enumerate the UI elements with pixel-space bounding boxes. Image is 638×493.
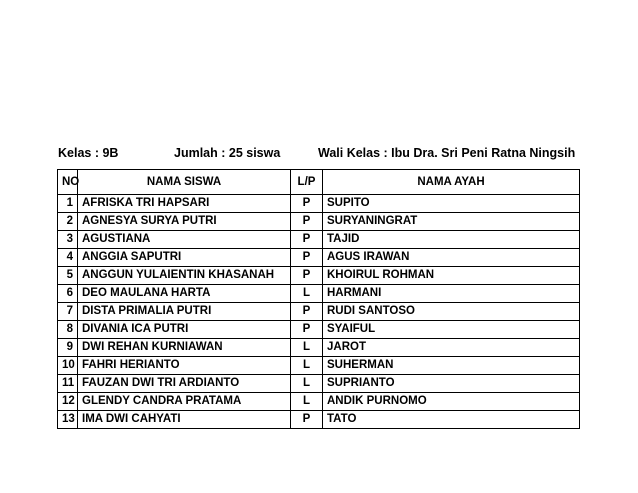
table-row [58,249,580,267]
table-row [58,357,580,375]
student-name-cell: DWI REHAN KURNIAWAN [78,339,291,357]
row-number-cell: 13 [58,411,78,429]
homeroom-teacher-label: Wali Kelas : Ibu Dra. Sri Peni Ratna Ningsih [318,146,576,160]
father-name-cell: ANDIK PURNOMO [323,393,580,411]
column-header-father-name: NAMA AYAH [323,170,580,195]
student-name-cell: FAHRI HERIANTO [78,357,291,375]
column-header-no: NO [58,170,78,195]
row-number-cell: 4 [58,249,78,267]
table-row [58,411,580,429]
row-number-cell: 6 [58,285,78,303]
student-name-cell: ANGGUN YULAIENTIN KHASANAH [78,267,291,285]
row-number-cell: 11 [58,375,78,393]
father-name-cell: SYAIFUL [323,321,580,339]
table-row [58,231,580,249]
row-number-cell: 5 [58,267,78,285]
student-name-cell: DEO MAULANA HARTA [78,285,291,303]
table-row [58,267,580,285]
gender-cell: P [291,267,323,285]
student-name-cell: ANGGIA SAPUTRI [78,249,291,267]
row-number-cell: 8 [58,321,78,339]
gender-cell: L [291,375,323,393]
row-number-cell: 1 [58,195,78,213]
table-row [58,339,580,357]
row-number-cell: 7 [58,303,78,321]
student-name-cell: GLENDY CANDRA PRATAMA [78,393,291,411]
gender-cell: L [291,357,323,375]
table-row [58,393,580,411]
table-row [58,321,580,339]
class-info-line [0,146,638,164]
student-name-cell: AGUSTIANA [78,231,291,249]
gender-cell: P [291,411,323,429]
gender-cell: P [291,249,323,267]
student-name-cell: DISTA PRIMALIA PUTRI [78,303,291,321]
father-name-cell: SURYANINGRAT [323,213,580,231]
table-row [58,195,580,213]
table-header-row [58,170,580,195]
gender-cell: L [291,339,323,357]
student-name-cell: AFRISKA TRI HAPSARI [78,195,291,213]
student-name-cell: IMA DWI CAHYATI [78,411,291,429]
gender-cell: P [291,195,323,213]
table-row [58,285,580,303]
gender-cell: P [291,321,323,339]
row-number-cell: 3 [58,231,78,249]
class-label: Kelas : 9B [58,146,119,160]
father-name-cell: RUDI SANTOSO [323,303,580,321]
column-header-gender: L/P [291,170,323,195]
row-number-cell: 12 [58,393,78,411]
student-name-cell: AGNESYA SURYA PUTRI [78,213,291,231]
student-name-cell: FAUZAN DWI TRI ARDIANTO [78,375,291,393]
gender-cell: L [291,393,323,411]
father-name-cell: AGUS IRAWAN [323,249,580,267]
row-number-cell: 10 [58,357,78,375]
column-header-student-name: NAMA SISWA [78,170,291,195]
father-name-cell: SUPITO [323,195,580,213]
gender-cell: P [291,231,323,249]
row-number-cell: 2 [58,213,78,231]
father-name-cell: SUPRIANTO [323,375,580,393]
father-name-cell: HARMANI [323,285,580,303]
father-name-cell: TATO [323,411,580,429]
father-name-cell: TAJID [323,231,580,249]
father-name-cell: KHOIRUL ROHMAN [323,267,580,285]
gender-cell: L [291,285,323,303]
student-name-cell: DIVANIA ICA PUTRI [78,321,291,339]
gender-cell: P [291,213,323,231]
table-row [58,213,580,231]
row-number-cell: 9 [58,339,78,357]
table-body [58,195,580,429]
gender-cell: P [291,303,323,321]
father-name-cell: JAROT [323,339,580,357]
table-row [58,375,580,393]
student-count-label: Jumlah : 25 siswa [174,146,281,160]
table-row [58,303,580,321]
student-roster-table [57,169,580,429]
father-name-cell: SUHERMAN [323,357,580,375]
